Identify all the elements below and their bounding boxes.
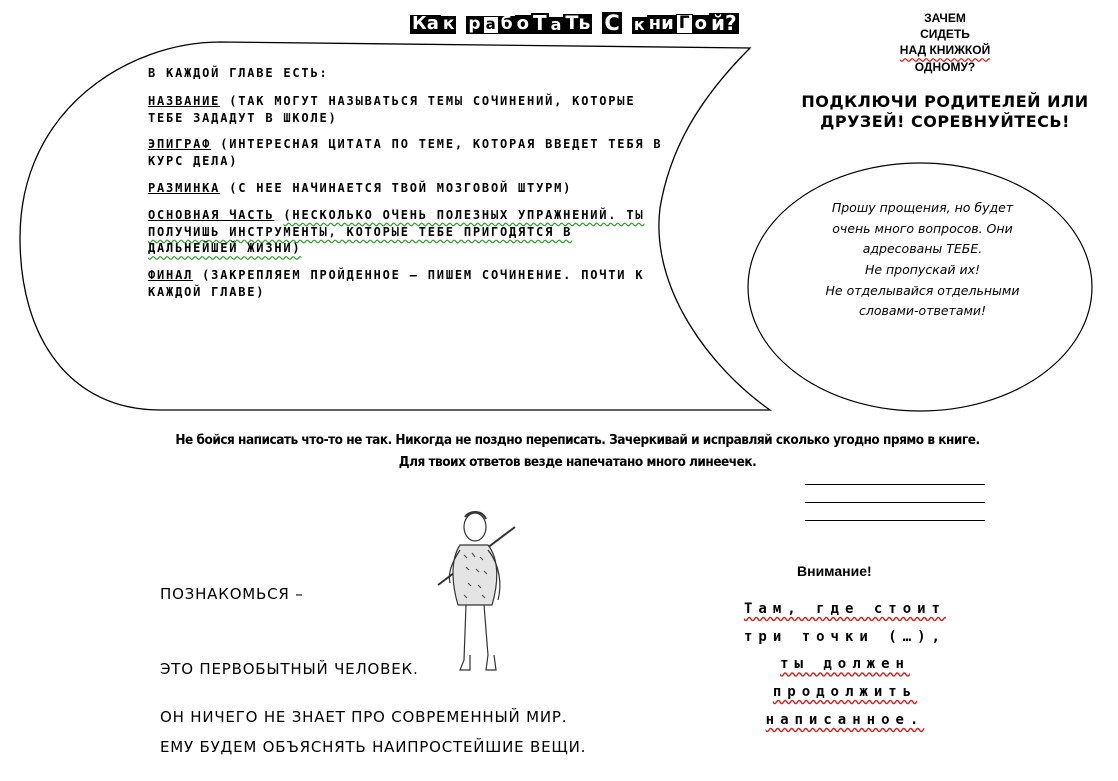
meet-line-3: ЕМУ БУДЕМ ОБЪЯСНЯТЬ НАИПРОСТЕЙШИЕ ВЕЩИ. (160, 738, 587, 756)
item-term: ФИНАЛ (148, 268, 194, 283)
item-epigraph (148, 136, 668, 170)
attention-line: продолжить (772, 684, 918, 701)
item-desc: (ИНТЕРЕСНАЯ ЦИТАТА ПО ТЕМЕ, КОТОРАЯ ВВЕДЕТ ТЕБЯ В КУРС ДЕЛА) (148, 137, 663, 169)
note-line: Прошу прощения, но будет (831, 200, 1014, 215)
note-line: адресованы ТЕБЕ. (862, 241, 983, 257)
note-line: словами-ответами! (858, 303, 987, 319)
answer-lines (805, 467, 985, 521)
item-warmup (148, 180, 668, 197)
note-line: очень много вопросов. Они (832, 220, 1013, 236)
title-letter: р (468, 14, 481, 35)
item-term: ЭПИГРАФ (148, 137, 212, 152)
title-letter: к (633, 15, 645, 35)
title-letter: а (483, 16, 499, 34)
item-term: РАЗМИНКА (148, 180, 221, 195)
attention-text (720, 596, 970, 735)
note-line: Не пропускай их! (864, 261, 981, 277)
notice-line-2: Для твоих ответов везде напечатано много линеечек. (398, 453, 757, 470)
title-letter: Г (676, 14, 693, 34)
why-line: СИДЕТЬ (920, 27, 970, 42)
meet-line-2: ОН НИЧЕГО НЕ ЗНАЕТ ПРО СОВРЕМЕННЫЙ МИР. (160, 708, 568, 726)
answer-line[interactable] (805, 467, 985, 485)
questions-note (790, 198, 1055, 322)
attention-line: три точки (…), (743, 628, 946, 645)
title-letter: о (694, 13, 707, 35)
item-term: НАЗВАНИЕ (148, 93, 221, 108)
title-letter (592, 16, 602, 34)
caveman-illustration (420, 505, 530, 680)
meet-intro: ПОЗНАКОМЬСЯ – (160, 585, 304, 603)
contents-intro: В КАЖДОЙ ГЛАВЕ ЕСТЬ: (148, 66, 329, 80)
title-letter: С (604, 11, 620, 35)
why-line: ЗАЧЕМ (924, 11, 966, 25)
title-letter: Ка (412, 13, 439, 35)
item-desc: (С НЕЕ НАЧИНАЕТСЯ ТВОЙ МОЗГОВОЙ ШТУРМ) (229, 180, 573, 195)
why-line: НАД КНИЖКОЙ (899, 43, 991, 58)
item-desc: (ТАК МОГУТ НАЗЫВАТЬСЯ ТЕМЫ СОЧИНЕНИЙ, КОТОРЫЕ ТЕБЕ ЗАДАДУТ В ШКОЛЕ) (148, 93, 636, 125)
why-question (880, 10, 1010, 75)
item-title (148, 93, 668, 127)
connect-callout: ПОДКЛЮЧИ РОДИТЕЛЕЙ ИЛИ ДРУЗЕЙ! СОРЕВНУЙТЕСЬ! (801, 92, 1089, 131)
title-letter: к (442, 14, 455, 35)
title-letter: ни (648, 13, 674, 35)
attention-title: Внимание! (797, 563, 872, 579)
item-desc: (ЗАКРЕПЛЯЕМ ПРОЙДЕННОЕ – ПИШЕМ СОЧИНЕНИЕ. ПОЧТИ К КАЖДОЙ ГЛАВЕ) (148, 268, 645, 299)
item-desc: (НЕСКОЛЬКО ОЧЕНЬ ПОЛЕЗНЫХ УПРАЖНЕНИЙ. ТЫ ПОЛУЧИШЬ ИНСТРУМЕНТЫ, КОТОРЫЕ ТЕБЕ ПРИГОДЯТСЯ В ДАЛЬНЕЙШЕЙ ЖИЗНИ) (148, 207, 645, 256)
note-line: Не отделывайся отдельными (825, 282, 1020, 298)
title-letter: Ть (565, 12, 591, 35)
meet-line-1: ЭТО ПЕРВОБЫТНЫЙ ЧЕЛОВЕК. (160, 660, 419, 678)
chapter-structure (148, 65, 668, 311)
item-term: ОСНОВНАЯ ЧАСТЬ (148, 207, 275, 222)
title-letter: о (516, 13, 529, 35)
page-title (410, 12, 739, 34)
title-letter (456, 16, 466, 34)
title-letter: й? (710, 11, 737, 36)
notice-line-1: Не бойся написать что-то не так. Никогда не поздно переписать. Зачеркивай и исправляй сколько угодно прямо в книге. (175, 432, 980, 448)
attention-line: Там, где стоит (743, 601, 946, 617)
answer-line[interactable] (805, 503, 985, 521)
why-line: ОДНОМУ? (914, 59, 976, 74)
attention-line: написанное. (765, 711, 925, 728)
title-letter: б (500, 14, 513, 35)
answer-line[interactable] (805, 485, 985, 503)
title-letter (622, 16, 632, 34)
item-final (148, 267, 668, 301)
title-letter: Т (532, 11, 547, 36)
attention-line: ты должен (780, 656, 910, 673)
title-letter: а (550, 15, 562, 35)
item-main-part (148, 207, 668, 257)
